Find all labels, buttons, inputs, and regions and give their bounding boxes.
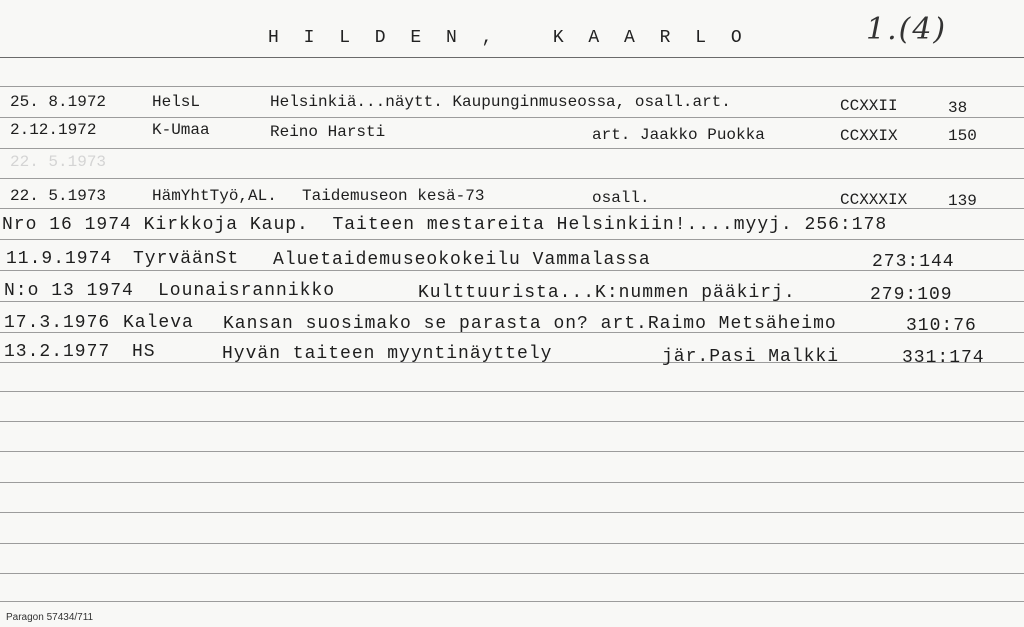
entry-page: 150 — [948, 127, 977, 145]
entry-page: 139 — [948, 192, 977, 210]
ruled-line — [0, 421, 1024, 422]
ruled-line — [0, 239, 1024, 240]
entry-extra: jär.Pasi Malkki — [662, 347, 840, 367]
card-print-mark: Paragon 57434/711 — [6, 612, 94, 623]
entry-date: 17.3.1976 — [4, 313, 111, 333]
ruled-line — [0, 391, 1024, 392]
entry-source: HS — [132, 342, 156, 362]
entry-date: 25. 8.1972 — [10, 93, 107, 111]
entry-page: 38 — [948, 99, 968, 117]
entry-ref: 273:144 — [872, 252, 955, 272]
entry-source: HämYhtTyö,AL. — [152, 187, 277, 205]
entry-source: Kaleva — [123, 313, 194, 333]
entry-source: Lounaisrannikko — [158, 281, 336, 301]
entry-ref: 310:76 — [906, 316, 977, 336]
ruled-line — [0, 178, 1024, 179]
ruled-line — [0, 86, 1024, 87]
entry-volume: CCXXXIX — [840, 191, 908, 209]
entry-source: TyrväänSt — [133, 249, 240, 269]
entry-ref: 279:109 — [870, 285, 953, 305]
entry-text: Helsinkiä...näytt. Kaupunginmuseossa, osall.art. — [270, 93, 731, 111]
entry-date: 22. 5.1973 — [10, 187, 107, 205]
entry-source: HelsL — [152, 93, 201, 111]
entry-volume: CCXXII — [840, 97, 898, 115]
entry-date: 13.2.1977 — [4, 342, 111, 362]
card-number: 1.(4) — [866, 12, 948, 47]
ruled-line — [0, 451, 1024, 452]
entry-text: Kulttuurista...K:nummen pääkirj. — [418, 283, 796, 303]
entry-source: K-Umaa — [152, 121, 210, 139]
entry-date: 2.12.1972 — [10, 121, 97, 139]
entry-text: Aluetaidemuseokokeilu Vammalassa — [273, 250, 651, 270]
ruled-line — [0, 573, 1024, 574]
ruled-line — [0, 270, 1024, 271]
ruled-line — [0, 117, 1024, 118]
erased-entry-date: 22. 5.1973 — [10, 153, 107, 171]
entry-line: Nro 16 1974 Kirkkoja Kaup. Taiteen mestareita Helsinkiin!....myyj. 256:178 — [2, 215, 888, 235]
entry-text: Taidemuseon kesä-73 — [302, 187, 485, 205]
ruled-line — [0, 601, 1024, 602]
ruled-line — [0, 543, 1024, 544]
entry-text: Kansan suosimako se parasta on? art.Raimo Metsäheimo — [223, 314, 837, 334]
header-rule — [0, 57, 1024, 58]
entry-text: Reino Harsti — [270, 123, 386, 141]
entry-date: 11.9.1974 — [6, 249, 113, 269]
entry-text: Hyvän taiteen myyntinäyttely — [222, 344, 553, 364]
ruled-line — [0, 512, 1024, 513]
entry-date: N:o 13 1974 — [4, 281, 134, 301]
entry-extra: art. Jaakko Puokka — [592, 126, 765, 144]
entry-extra: osall. — [592, 189, 650, 207]
ruled-line — [0, 482, 1024, 483]
card-title: H I L D E N , K A A R L O — [268, 28, 749, 48]
entry-volume: CCXXIX — [840, 127, 898, 145]
entry-ref: 331:174 — [902, 348, 985, 368]
ruled-line — [0, 148, 1024, 149]
